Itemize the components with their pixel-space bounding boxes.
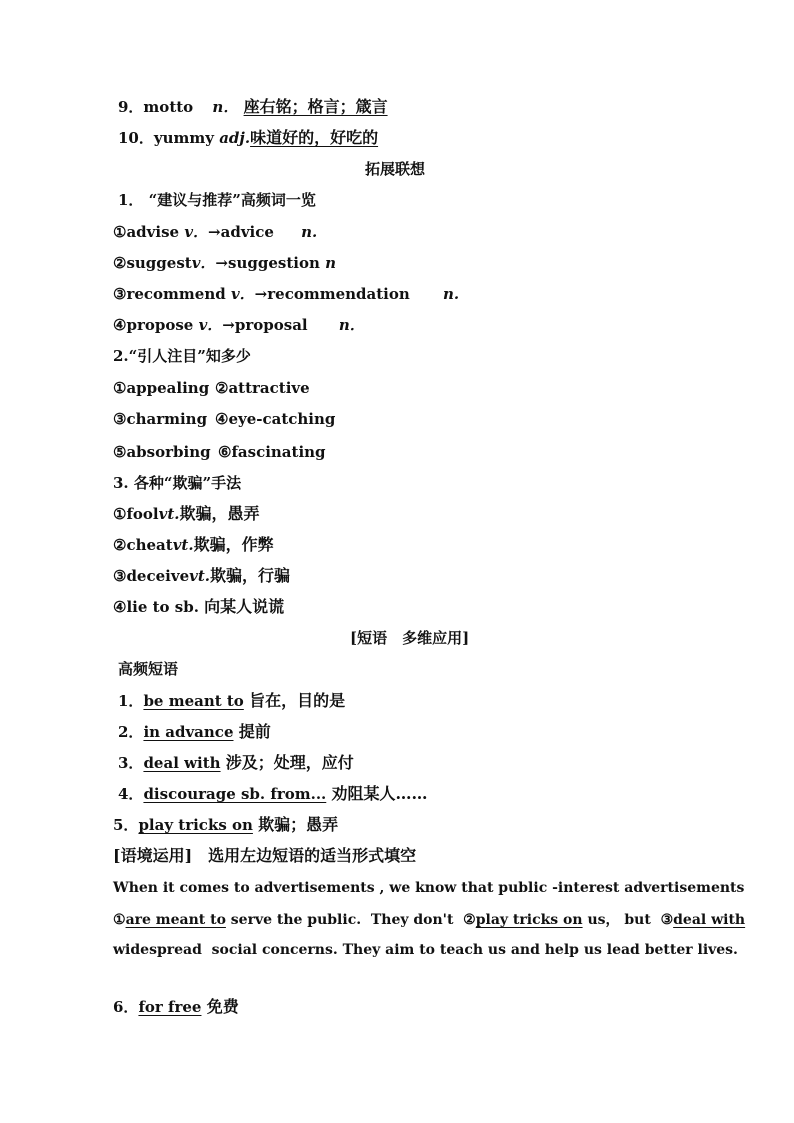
phrase-item <box>118 784 428 804</box>
word-row <box>113 378 310 398</box>
part-of-speech: n. <box>301 223 318 241</box>
circled-number: ④ <box>113 316 127 334</box>
vocab-word: 9．motto <box>118 98 194 116</box>
phrase-item <box>118 722 271 742</box>
phrase-item <box>113 997 239 1017</box>
noun: proposal <box>234 316 308 334</box>
subtitle-phrases: 高频短语 <box>118 660 179 678</box>
group-title-deceive: 3. 各种“欺骗”手法 <box>113 474 242 492</box>
word: advise <box>126 223 180 241</box>
word-item-propose <box>113 315 365 335</box>
phrase: play tricks on <box>138 816 253 834</box>
part-of-speech: vt. <box>172 536 194 554</box>
section-title-phrases: [短语 多维应用] <box>350 629 470 647</box>
phrase: for free <box>138 998 202 1016</box>
phrase: in advance <box>143 723 234 741</box>
word: ④eye-catching <box>215 410 336 428</box>
phrase: be meant to <box>143 692 244 710</box>
phrase-meaning: 欺骗；愚弄 <box>258 815 339 834</box>
answer-blank: deal with <box>673 912 746 928</box>
phrase-number: 1． <box>118 692 144 710</box>
answer-blank: play tricks on <box>475 912 583 928</box>
word-item-lie <box>113 597 284 617</box>
phrase-meaning: 免费 <box>206 997 239 1016</box>
vocab-word: 10．yummy <box>118 129 214 147</box>
section-title-expansion: 拓展联想 <box>365 160 426 178</box>
passage-line-3: widespread social concerns. They aim to teach us and help us lead better lives. <box>113 942 738 958</box>
part-of-speech: vt. <box>189 567 210 585</box>
phrase-item <box>118 753 354 773</box>
passage-line-2 <box>113 910 745 930</box>
phrase: deal with <box>143 754 221 772</box>
phrase-number: 5． <box>113 816 139 834</box>
part-of-speech: n． <box>338 316 365 334</box>
word: ⑥fascinating <box>218 443 326 461</box>
arrow-icon: → <box>215 254 228 272</box>
word: ①fool <box>113 505 159 523</box>
context-title: [语境运用] 选用左边短语的适当形式填空 <box>113 846 417 865</box>
part-of-speech: vt. <box>158 505 180 523</box>
phrase: discourage sb. from... <box>143 785 327 803</box>
noun: recommendation <box>267 285 410 303</box>
word-meaning: 欺骗，行骗 <box>210 566 291 585</box>
noun: suggestion <box>228 254 320 272</box>
word-meaning: 欺骗，愚弄 <box>179 504 260 523</box>
part-of-speech: adj. <box>219 129 251 147</box>
group-title-advise: 1． “建议与推荐”高频词一览 <box>118 191 316 209</box>
part-of-speech: v． <box>198 316 223 334</box>
word: ③charming <box>113 410 208 428</box>
passage-text: serve the public. They don't ② <box>225 912 476 928</box>
phrase-item <box>118 691 345 711</box>
word: ②cheat <box>113 536 173 554</box>
circled-number: ③ <box>113 285 127 303</box>
word-item-advise <box>113 222 317 242</box>
word: ④lie to sb. <box>113 598 199 616</box>
word: propose <box>126 316 194 334</box>
word-item-fool <box>113 504 260 524</box>
part-of-speech: v． <box>230 285 255 303</box>
part-of-speech: n. <box>443 285 460 303</box>
vocab-item-9 <box>118 97 388 117</box>
part-of-speech: v． <box>184 223 209 241</box>
word: recommend <box>126 285 226 303</box>
word: ③deceive <box>113 567 190 585</box>
circled-number: ② <box>113 254 127 272</box>
word-item-cheat <box>113 535 274 555</box>
phrase-number: 4． <box>118 785 144 803</box>
circled-number: ① <box>113 223 127 241</box>
circled-number: ① <box>113 912 126 928</box>
word: ②attractive <box>215 379 310 397</box>
phrase-item <box>113 815 338 835</box>
vocab-meaning: 座右铭；格言；箴言 <box>243 97 388 116</box>
phrase-meaning: 涉及；处理，应付 <box>225 753 354 772</box>
phrase-meaning: 旨在，目的是 <box>249 691 346 710</box>
arrow-icon: → <box>254 285 268 303</box>
word-meaning: 欺骗，作弊 <box>193 535 274 554</box>
word-row <box>113 409 335 429</box>
passage-text: us， but ③ <box>582 912 674 928</box>
group-title-attractive: 2.“引人注目”知多少 <box>113 347 251 365</box>
phrase-number: 2． <box>118 723 144 741</box>
phrase-number: 6． <box>113 998 139 1016</box>
word: ⑤absorbing <box>113 443 211 461</box>
phrase-meaning: 提前 <box>238 722 271 741</box>
word-meaning: 向某人说谎 <box>204 597 285 616</box>
part-of-speech: n． <box>212 98 239 116</box>
phrase-meaning: 劝阻某人…… <box>331 784 428 803</box>
word: suggest <box>126 254 192 272</box>
arrow-icon: → <box>222 316 235 334</box>
word-row <box>113 442 326 462</box>
phrase-number: 3． <box>118 754 144 772</box>
part-of-speech: n <box>325 254 336 272</box>
passage-line-1: When it comes to advertisements , we know that public -interest advertisements <box>113 880 745 896</box>
vocab-meaning: 味道好的，好吃的 <box>250 128 379 147</box>
answer-blank: are meant to <box>125 912 226 928</box>
noun: advice <box>220 223 274 241</box>
vocab-item-10 <box>118 128 378 148</box>
word-item-deceive <box>113 566 290 586</box>
part-of-speech: v． <box>191 254 216 272</box>
arrow-icon: → <box>208 223 221 241</box>
word-item-recommend <box>113 284 459 304</box>
word-item-suggest <box>113 253 336 273</box>
word: ①appealing <box>113 379 210 397</box>
